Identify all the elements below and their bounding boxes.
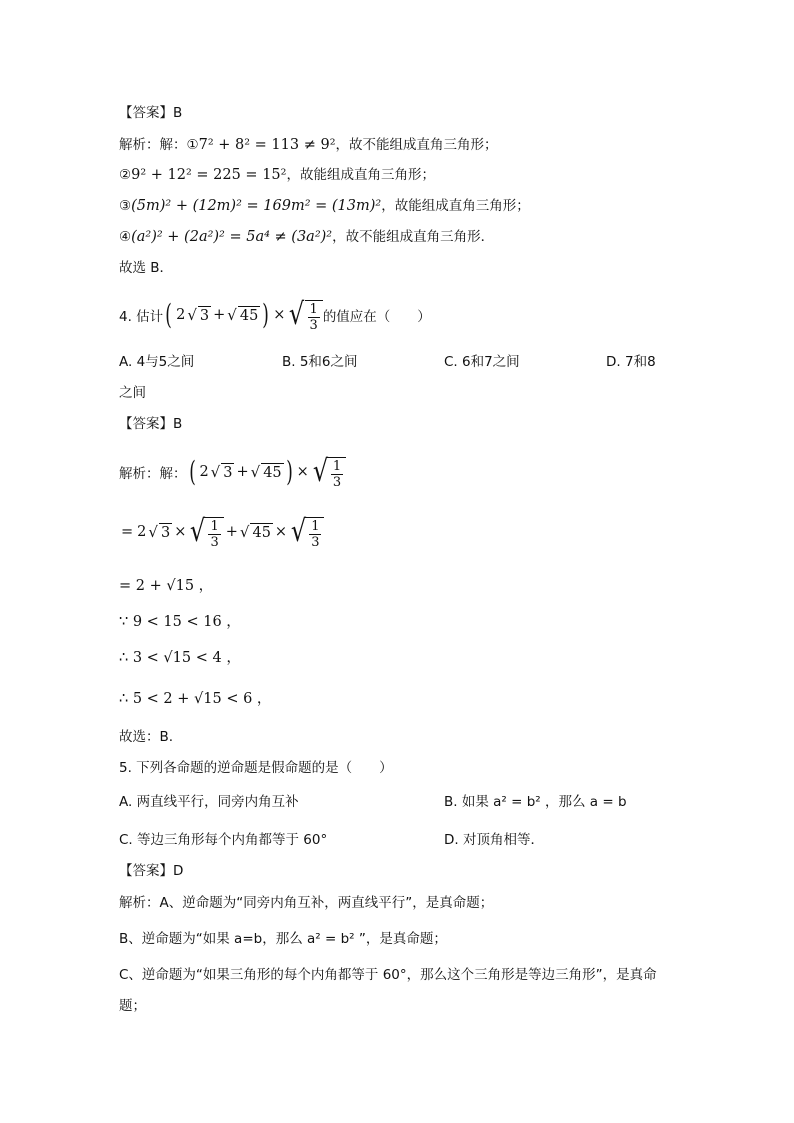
times-sign: × — [274, 524, 288, 540]
formula: (5m)² + (12m)² = 169m² = (13m)² — [131, 198, 382, 214]
q4-option-a: A. 4与5之间 — [119, 354, 195, 370]
right-paren: ) — [285, 455, 293, 488]
sqrt-45: √ 45 — [239, 522, 271, 541]
q5-stem: 5. 下列各命题的逆命题是假命题的是（ ） — [119, 760, 393, 776]
q4-analysis-line-4: ∵ 9 < 15 < 16 ， — [119, 614, 241, 630]
answer-label: 【答案】B — [119, 416, 183, 432]
plus-sign: + — [225, 524, 238, 540]
q3-analysis-line-1 — [119, 135, 498, 155]
q4-option-d-continued: 之间 — [119, 385, 146, 401]
analysis-prefix: 解析：解：① — [119, 137, 199, 153]
question-number: 4. 估计 — [119, 309, 164, 325]
sqrt-45: √ 45 — [250, 462, 282, 481]
sqrt-one-third: √ $\frac{1}{3}$ — [287, 297, 322, 333]
sqrt-one-third: √ $\frac{1}{3}$ — [311, 454, 346, 490]
q5-analysis-c-continued: 题； — [119, 998, 146, 1014]
formula: 9² + 12² = 225 = 15² — [131, 167, 287, 183]
q3-analysis-line-2 — [119, 165, 435, 185]
q4-option-c: C. 6和7之间 — [444, 354, 520, 370]
plus-sign: + — [213, 307, 226, 323]
q5-analysis-c: C、逆命题为“如果三角形的每个内角都等于 60°，那么这个三角形是等边三角形”，是真命 — [119, 967, 657, 983]
analysis-prefix: 解析：解： — [119, 466, 187, 482]
q3-analysis-line-4 — [119, 227, 494, 247]
plus-sign: + — [236, 464, 249, 480]
sqrt-3: √ 3 — [210, 462, 233, 481]
question-suffix: 的值应在（ ） — [322, 309, 431, 325]
item-marker: ③ — [119, 198, 132, 214]
sqrt-45: √ 45 — [227, 305, 259, 324]
conclusion: ，故能组成直角三角形； — [286, 167, 435, 183]
q3-choose: 故选 B． — [119, 260, 174, 276]
left-paren: ( — [165, 298, 172, 331]
q5-option-b: B. 如果 a² = b² ，那么 a = b — [444, 794, 627, 810]
coef-2: 2 — [137, 524, 147, 540]
equals-sign: = — [121, 524, 134, 540]
formula: 7² + 8² = 113 ≠ 9² — [198, 137, 336, 153]
right-paren: ) — [262, 298, 270, 331]
q4-analysis-line-1 — [119, 450, 346, 494]
q5-option-c: C. 等边三角形每个内角都等于 60° — [119, 832, 328, 848]
formula: (a²)² + (2a²)² = 5a⁴ ≠ (3a²)² — [131, 229, 333, 245]
q4-analysis-line-6: ∴ 5 < 2 + √15 < 6 ， — [119, 691, 272, 707]
q5-analysis-a: 解析：A、逆命题为“同旁内角互补，两直线平行”，是真命题； — [119, 895, 494, 911]
item-marker: ② — [119, 167, 132, 183]
answer-label: 【答案】D — [119, 863, 184, 879]
sqrt-one-third: √ $\frac{1}{3}$ — [188, 514, 223, 550]
q4-analysis-line-5: ∴ 3 < √15 < 4 ， — [119, 650, 241, 666]
conclusion: ，故不能组成直角三角形； — [335, 137, 498, 153]
q5-option-d: D. 对顶角相等． — [444, 832, 544, 848]
times-sign: × — [174, 524, 187, 540]
sqrt-one-third: √ $\frac{1}{3}$ — [289, 514, 324, 550]
q4-analysis-line-3: = 2 + √15 ， — [119, 578, 214, 594]
q5-analysis-b: B、逆命题为“如果 a=b，那么 a² = b² ”，是真命题； — [119, 931, 447, 947]
q4-option-b: B. 5和6之间 — [282, 354, 358, 370]
q4-analysis-line-2 — [119, 510, 324, 554]
conclusion: ，故能组成直角三角形； — [381, 198, 530, 214]
sqrt-3: √ 3 — [187, 305, 210, 324]
item-marker: ④ — [119, 229, 132, 245]
q4-option-d: D. 7和8 — [606, 354, 656, 370]
sqrt-3: √ 3 — [148, 522, 171, 541]
q4-choose: 故选：B. — [119, 729, 174, 745]
coef-2: 2 — [199, 464, 209, 480]
left-paren: ( — [188, 455, 196, 488]
times-sign: × — [273, 307, 286, 323]
coef-2: 2 — [176, 307, 186, 323]
answer-label: 【答案】B — [119, 105, 183, 121]
times-sign: × — [296, 464, 309, 480]
q5-option-a: A. 两直线平行，同旁内角互补 — [119, 794, 299, 810]
conclusion: ，故不能组成直角三角形． — [332, 229, 495, 245]
q4-stem — [119, 293, 431, 337]
q3-analysis-line-3 — [119, 196, 530, 216]
